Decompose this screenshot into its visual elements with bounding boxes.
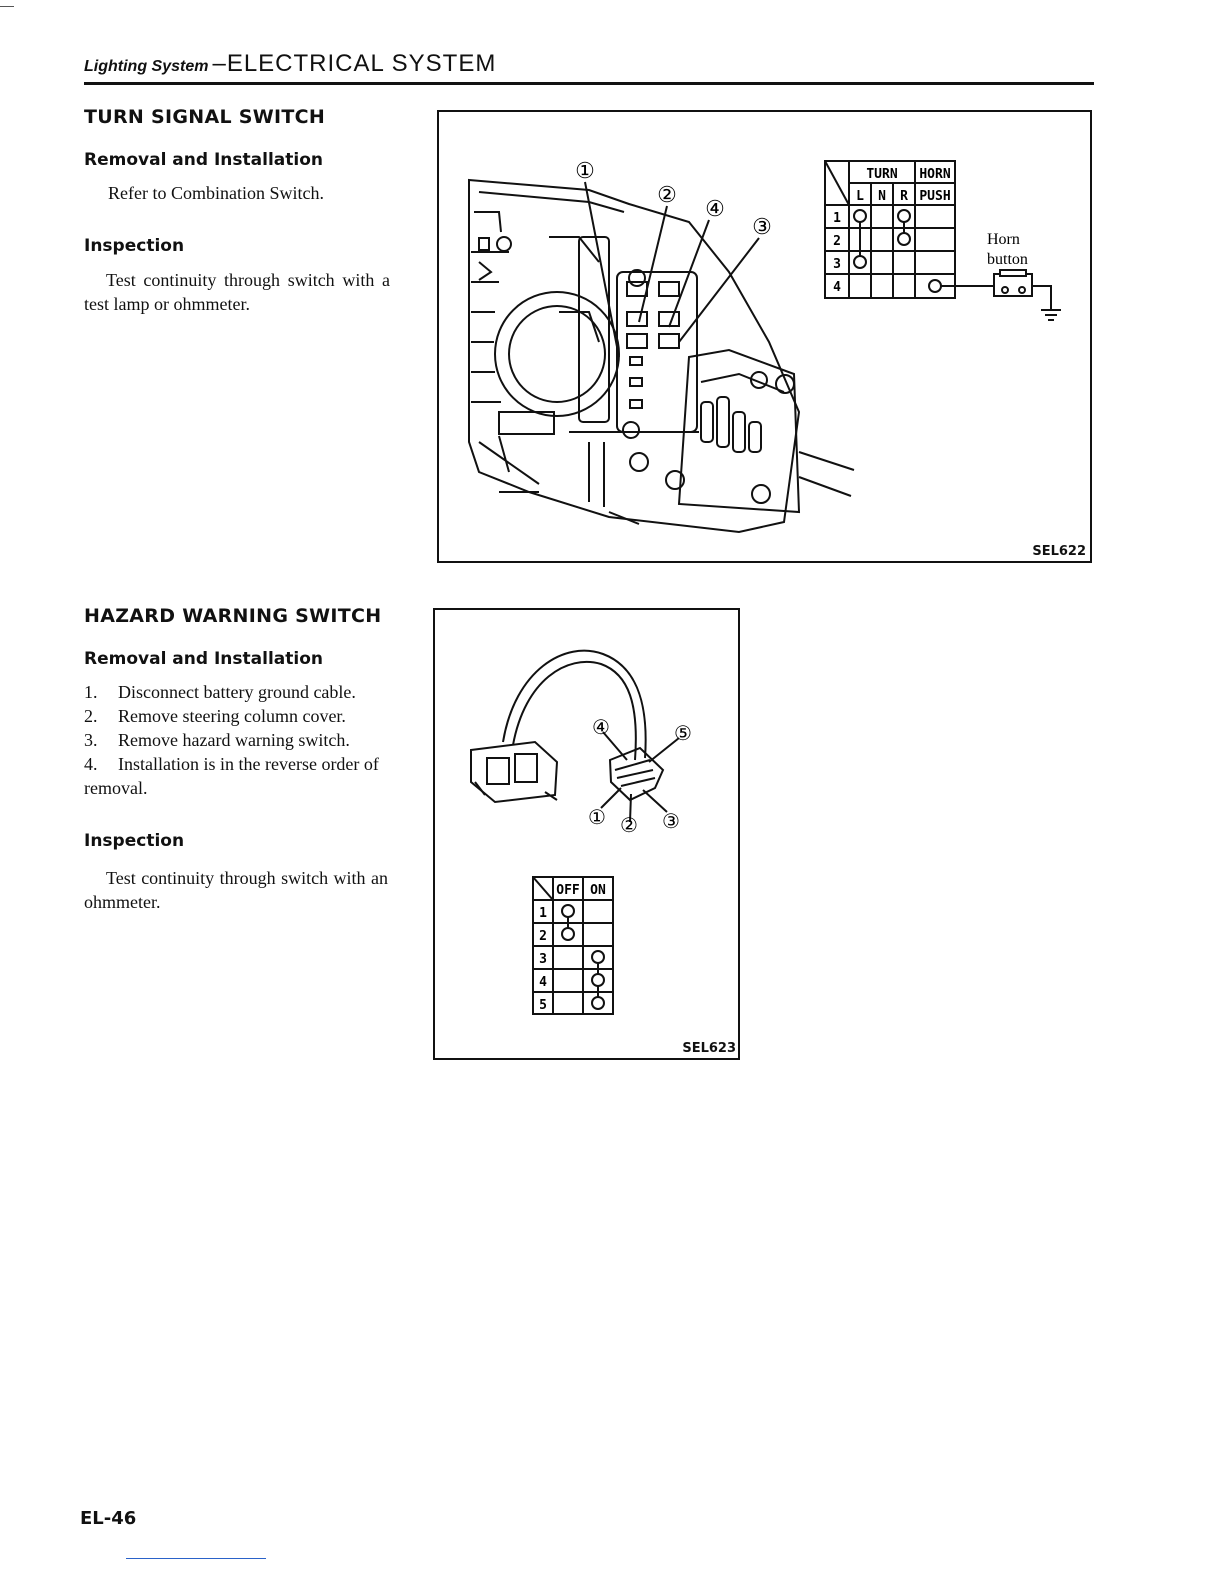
turn-signal-figure <box>437 110 1092 563</box>
hazard-step-3-number: 3. <box>84 730 98 750</box>
hazard-row-3: 3 <box>539 952 547 967</box>
hazard-title: HAZARD WARNING SWITCH <box>84 605 382 627</box>
hazard-inspection-heading: Inspection <box>84 831 185 851</box>
hazard-col-off: OFF <box>556 883 580 898</box>
turn-signal-inspection-heading: Inspection <box>84 236 185 256</box>
header-title: ELECTRICAL SYSTEM <box>226 50 497 77</box>
header-section: Lighting System <box>84 58 209 75</box>
callout-4: ④ <box>705 197 725 222</box>
table-col-n: N <box>878 189 886 204</box>
hazard-col-on: ON <box>590 883 606 898</box>
hazard-step-3 <box>84 728 388 752</box>
hazard-figure <box>433 608 740 1060</box>
table-col-l: L <box>856 189 864 204</box>
callout-2: ② <box>657 183 677 208</box>
table-row-3: 3 <box>833 257 841 272</box>
turn-signal-removal-heading: Removal and Installation <box>84 150 323 170</box>
page-header <box>84 50 1094 82</box>
hazard-callout-1: ① <box>588 805 606 829</box>
continuity-marks <box>854 210 1061 320</box>
horn-button-label: button <box>987 251 1028 268</box>
hazard-removal-heading: Removal and Installation <box>84 649 323 669</box>
horn-label: Horn <box>987 231 1020 248</box>
table-col-push: PUSH <box>919 189 951 204</box>
table-row-2: 2 <box>833 234 841 249</box>
hazard-drawing <box>435 610 738 1058</box>
hazard-inspection-text: Test continuity through switch with an ohmmeter. <box>84 868 388 912</box>
hazard-callout-3: ③ <box>662 809 680 833</box>
hazard-step-1-text: Disconnect battery ground cable. <box>118 682 356 702</box>
hazard-step-4 <box>84 752 388 800</box>
hazard-step-4-number: 4. <box>84 754 98 774</box>
header-rule <box>84 82 1094 85</box>
page-number: EL-46 <box>80 1508 137 1529</box>
header-separator: – <box>212 50 227 77</box>
hazard-step-2-number: 2. <box>84 706 98 726</box>
callout-3: ③ <box>752 215 772 240</box>
hazard-step-3-text: Remove hazard warning switch. <box>118 730 350 750</box>
hazard-step-2-text: Remove steering column cover. <box>118 706 346 726</box>
hazard-row-5: 5 <box>539 998 547 1013</box>
table-col-r: R <box>900 189 908 204</box>
hazard-callout-5: ⑤ <box>674 721 692 745</box>
hazard-step-2 <box>84 704 388 728</box>
hazard-row-4: 4 <box>539 975 547 990</box>
hazard-row-2: 2 <box>539 929 547 944</box>
hazard-step-1 <box>84 680 388 704</box>
bottom-link-line <box>126 1558 266 1559</box>
turn-signal-inspection-text: Test continuity through switch with a test lamp or ohmmeter. <box>84 270 390 314</box>
hazard-step-4-text: Installation is in the reverse order of removal. <box>84 754 379 798</box>
turn-signal-removal-text: Refer to Combination Switch. <box>108 183 324 203</box>
callout-1: ① <box>575 159 595 184</box>
turn-signal-figure-code: SEL622 <box>1032 544 1086 559</box>
hazard-callout-4: ④ <box>592 715 610 739</box>
table-row-1: 1 <box>833 211 841 226</box>
turn-signal-title: TURN SIGNAL SWITCH <box>84 106 326 128</box>
table-header-turn: TURN <box>866 167 898 182</box>
hazard-row-1: 1 <box>539 906 547 921</box>
hazard-step-1-number: 1. <box>84 682 98 702</box>
hazard-callout-2: ② <box>620 813 638 837</box>
table-row-4: 4 <box>833 280 841 295</box>
hazard-figure-code: SEL623 <box>682 1041 736 1056</box>
table-header-horn: HORN <box>919 167 951 182</box>
corner-mark <box>0 6 14 7</box>
turn-signal-drawing <box>439 112 1090 561</box>
